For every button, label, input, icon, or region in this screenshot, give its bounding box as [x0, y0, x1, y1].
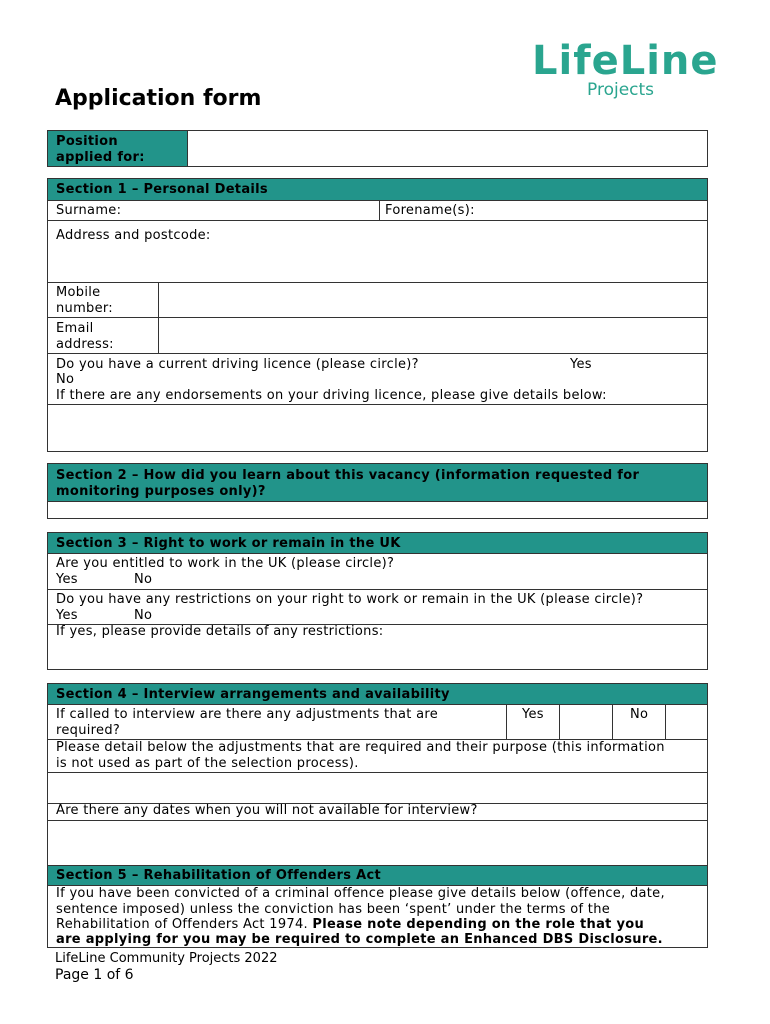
position-label-line2: applied for: — [56, 150, 145, 165]
footer-page: Page 1 of 6 — [55, 967, 134, 983]
adjustments-detail-line2: is not used as part of the selection process). — [56, 756, 359, 771]
section5-line1: If you have been convicted of a criminal offence please give details below (offence, date, — [56, 886, 665, 901]
section1-box — [47, 178, 708, 452]
mobile-label-line2: number: — [56, 301, 113, 316]
section5-line4: are applying for you may be required to complete an Enhanced DBS Disclosure. — [56, 932, 663, 947]
mobile-label-line1: Mobile — [56, 285, 101, 300]
licence-no[interactable]: No — [56, 372, 75, 387]
section3-header: Section 3 – Right to work or remain in the UK — [56, 536, 401, 551]
page-title: Application form — [55, 86, 262, 111]
logo-sub-text: Projects — [587, 80, 655, 100]
section5-line2: sentence imposed) unless the conviction has been ‘spent’ under the terms of the — [56, 902, 611, 917]
section4-box — [47, 683, 708, 948]
endorsements-label: If there are any endorsements on your driving licence, please give details below: — [56, 388, 607, 403]
restrictions-details-label: If yes, please provide details of any restrictions: — [56, 624, 384, 639]
section5-header: Section 5 – Rehabilitation of Offenders Act — [56, 868, 381, 883]
restrictions-no[interactable]: No — [134, 608, 153, 623]
position-row — [47, 130, 708, 167]
section5-line3 — [56, 917, 644, 933]
section3-box — [47, 532, 708, 670]
right-to-work-no[interactable]: No — [134, 572, 153, 587]
section2-header-line2: monitoring purposes only)? — [56, 484, 266, 499]
adjustments-no-box[interactable] — [666, 705, 707, 739]
section2-header-line1: Section 2 – How did you learn about this vacancy (information requested for — [56, 468, 640, 483]
unavailable-dates-label: Are there any dates when you will not available for interview? — [56, 803, 478, 818]
address-input[interactable] — [48, 221, 707, 282]
email-label-line2: address: — [56, 337, 114, 352]
restrictions-yes[interactable]: Yes — [56, 608, 78, 623]
endorsements-input[interactable] — [48, 405, 707, 451]
footer-org: LifeLine Community Projects 2022 — [55, 951, 278, 966]
section5-line3-normal: Rehabilitation of Offenders Act 1974. — [56, 917, 308, 932]
adjustments-detail-input[interactable] — [48, 773, 707, 803]
section4-header: Section 4 – Interview arrangements and availability — [56, 687, 450, 702]
adjustments-question-line2: required? — [56, 723, 121, 738]
email-input[interactable] — [159, 318, 707, 353]
email-label-line1: Email — [56, 321, 94, 336]
logo-main-text: LifeLine — [532, 38, 719, 84]
adjustments-no-label: No — [630, 707, 649, 722]
lifeline-logo — [532, 38, 722, 104]
adjustments-yes-label: Yes — [522, 707, 544, 722]
restrictions-question: Do you have any restrictions on your right to work or remain in the UK (please circle)? — [56, 592, 644, 607]
licence-question: Do you have a current driving licence (please circle)? — [56, 357, 419, 372]
restrictions-details-input[interactable] — [48, 641, 707, 669]
position-label-line1: Position — [56, 134, 118, 149]
adjustments-detail-line1: Please detail below the adjustments that are required and their purpose (this information — [56, 740, 665, 755]
mobile-input[interactable] — [159, 283, 707, 317]
unavailable-dates-input[interactable] — [48, 821, 707, 865]
right-to-work-yes[interactable]: Yes — [56, 572, 78, 587]
section5-line3-bold: Please note depending on the role that you — [312, 917, 645, 932]
section1-header: Section 1 – Personal Details — [56, 182, 268, 197]
right-to-work-question: Are you entitled to work in the UK (please circle)? — [56, 556, 395, 571]
section2-box — [47, 463, 708, 519]
adjustments-yes-box[interactable] — [560, 705, 612, 739]
address-label: Address and postcode: — [56, 228, 211, 243]
forename-label: Forename(s): — [385, 203, 475, 218]
vacancy-source-input[interactable] — [48, 502, 707, 518]
licence-yes[interactable]: Yes — [570, 357, 592, 372]
position-input[interactable] — [188, 131, 707, 166]
surname-label: Surname: — [56, 203, 122, 218]
adjustments-question-line1: If called to interview are there any adjustments that are — [56, 707, 439, 722]
